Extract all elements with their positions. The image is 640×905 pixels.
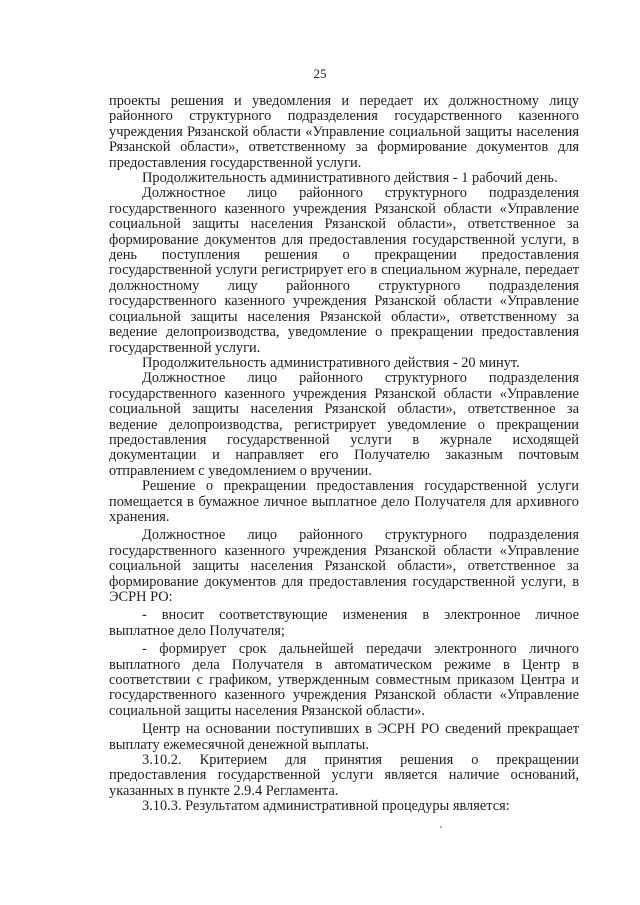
scan-speck <box>440 826 442 828</box>
document-body <box>109 94 579 815</box>
paragraph: Должностное лицо районного структурного подразделения государственного казенного учреждения Рязанской области «Управление социальной защиты населения Рязанской области», ответственное за формирование документов для предоставления государственной услуги, в ЭСРН РО: <box>109 527 579 605</box>
paragraph: Должностное лицо районного структурного подразделения государственного казенного учреждения Рязанской области «Управление социальной защиты населения Рязанской области», ответственное за формирование документов для предоставления государственной услуги, в день поступления решения о прекращении предоставления государственной услуги регистрирует его в специальном журнале, передает должностному лицу районного структурного подразделения государственного казенного учреждения Рязанской области «Управление социальной защиты населения Рязанской области», ответственному за ведение делопроизводства, уведомление о прекращении предоставления государственной услуги. <box>109 185 579 356</box>
paragraph: Продолжительность административного действия - 1 рабочий день. <box>142 170 558 187</box>
page-number: 25 <box>313 66 327 81</box>
paragraph: Решение о прекращении предоставления государственной услуги помещается в бумажное личное выплатное дело Получателя для архивного хранения. <box>109 478 579 525</box>
paragraph: Продолжительность административного действия - 20 минут. <box>142 354 520 371</box>
list-item: - вносит соответствующие изменения в электронное личное выплатное дело Получателя; <box>109 607 579 639</box>
paragraph: 3.10.3. Результатом административной процедуры является: <box>142 798 510 815</box>
paragraph: проекты решения и уведомления и передает их должностному лицу районного структурного подразделения государственного казенного учреждения Рязанской области «Управление социальной защиты населения Рязанской области», ответственному за формирование документов для предоставления государственной услуги. <box>109 93 579 171</box>
paragraph: Центр на основании поступивших в ЭСРН РО сведений прекращает выплату ежемесячной денежной выплаты. <box>109 721 579 753</box>
paragraph: 3.10.2. Критерием для принятия решения о прекращении предоставления государственной услуги является наличие оснований, указанных в пункте 2.9.4 Регламента. <box>109 752 579 799</box>
paragraph: Должностное лицо районного структурного подразделения государственного казенного учреждения Рязанской области «Управление социальной защиты населения Рязанской области», ответственное за ведение делопроизводства, регистрирует уведомление о прекращении предоставления государственной услуги в журнале исходящей документации и направляет его Получателю заказным почтовым отправлением с уведомлением о вручении. <box>109 370 579 479</box>
list-item: - формирует срок дальнейшей передачи электронного личного выплатного дела Получателя в автоматическом режиме в Центр в соответствии с графиком, утвержденным совместным приказом Центра и государственного казенного учреждения Рязанской области «Управление социальной защиты населения Рязанской области». <box>109 641 579 719</box>
